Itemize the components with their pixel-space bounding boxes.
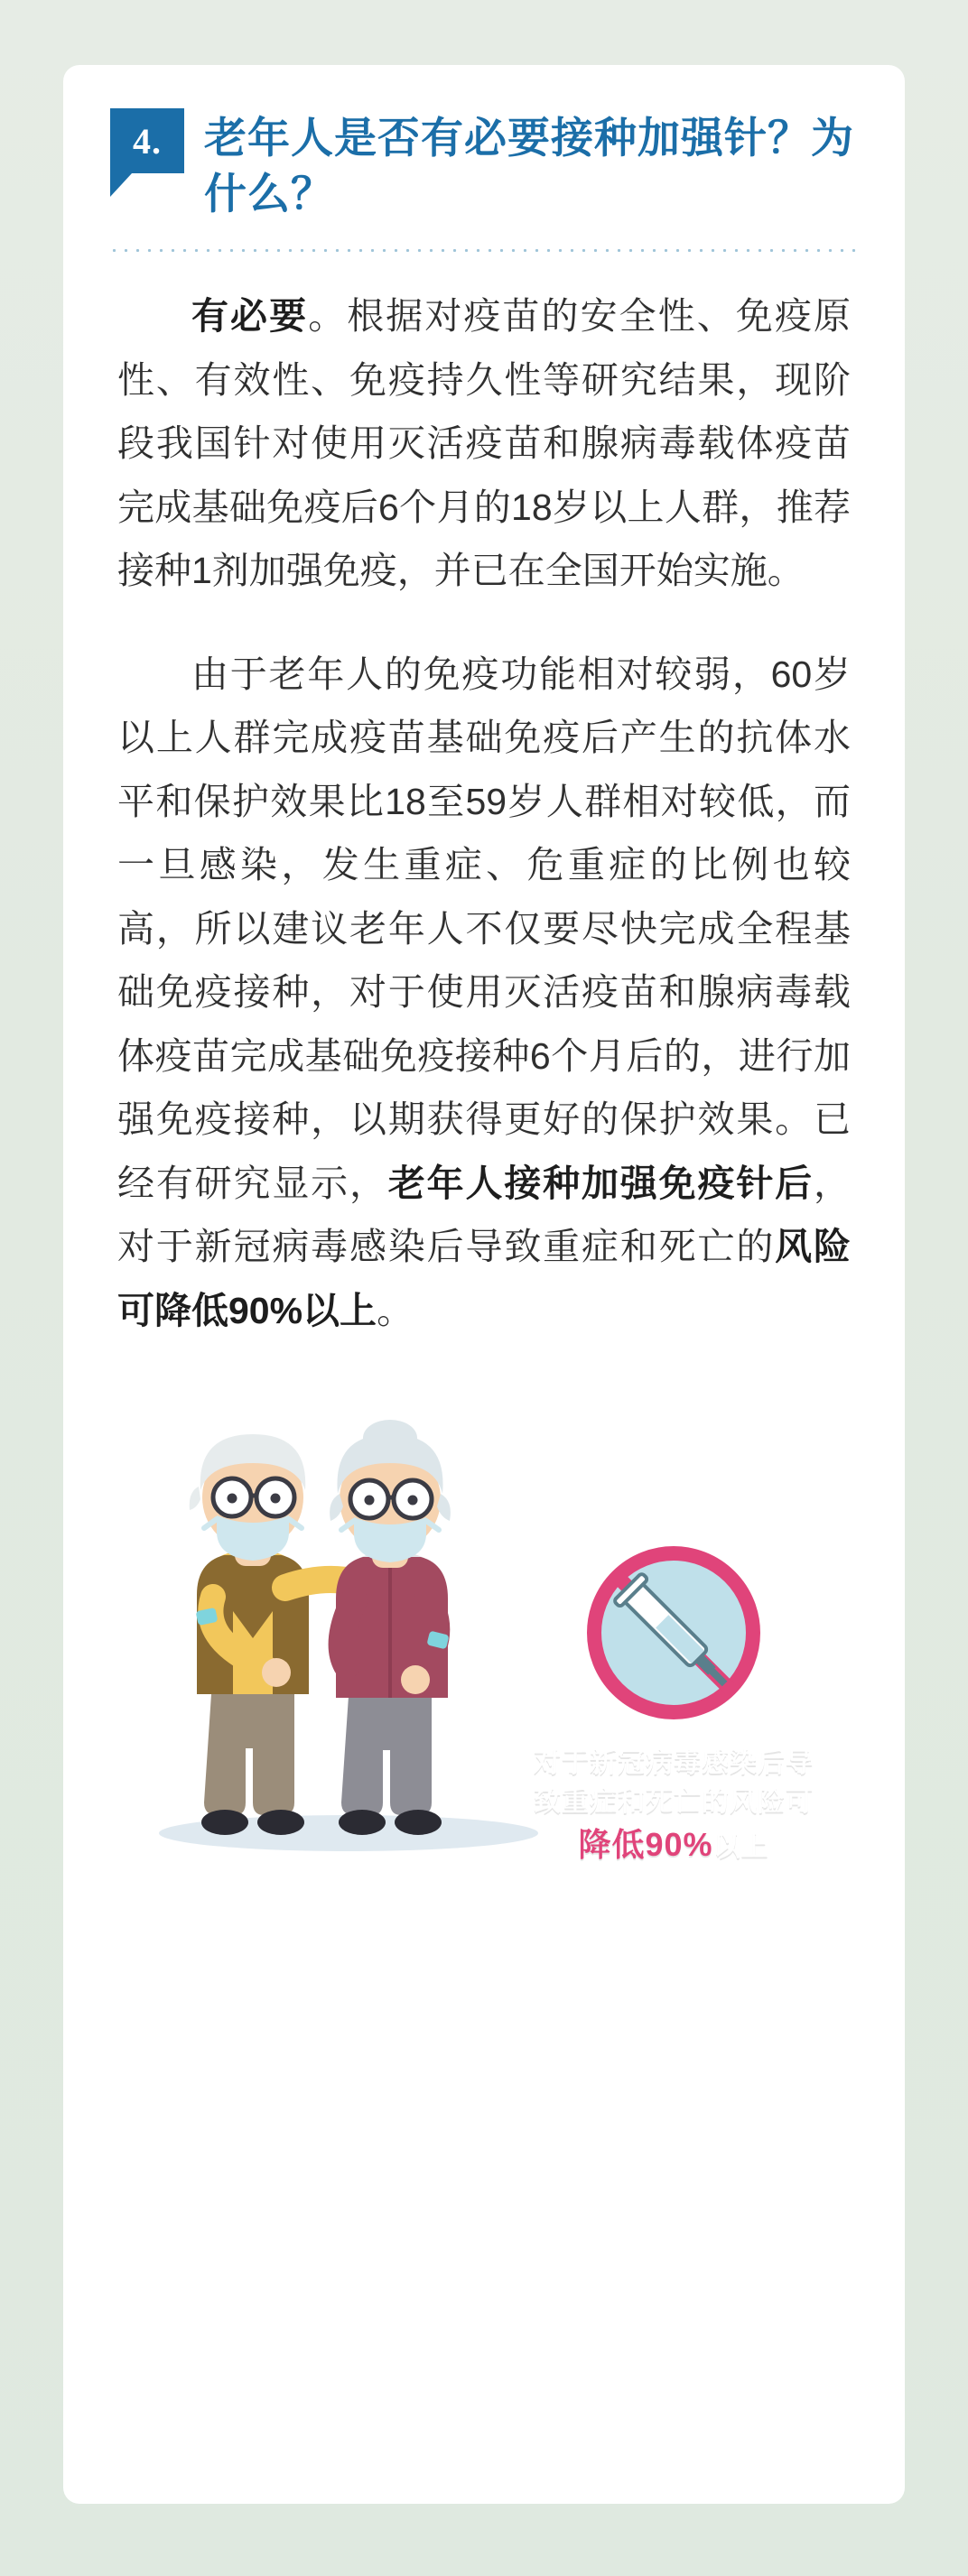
- syringe-prohibition-icon: [574, 1534, 773, 1732]
- page-title: 老年人是否有必要接种加强针？为什么？: [204, 114, 854, 218]
- content-card: [63, 65, 905, 2504]
- illustration: [105, 1378, 863, 1884]
- sign-line-3: [493, 1821, 854, 1867]
- header: [105, 108, 863, 222]
- section-number-badge: 4.: [110, 108, 184, 173]
- sign-highlight: 降低90%: [578, 1826, 713, 1864]
- sign-line-3-suffix: 以上: [712, 1832, 769, 1863]
- paragraph-2: 由于老年人的免疫功能相对较弱，60岁以上人群完成疫苗基础免疫后产生的抗体水平和保护效果比18至59岁人群相对较低，而一旦感染，发生重症、危重症的比例也较高，所以建议老年人不仅要尽快完成全程基础免疫接种，对于使用灭活疫苗和腺病毒载体疫苗完成基础免疫接种6个月后的，进行加强免疫接种，以期获得更好的保护效果。已经有研究显示，老年人接种加强免疫针后，对于新冠病毒感染后导致重症和死亡的风险可降低90%以上。: [117, 653, 852, 1331]
- protection-sign: [493, 1534, 854, 1867]
- paragraph-1: 有必要。根据对疫苗的安全性、免疫原性、有效性、免疫持久性等研究结果，现阶段我国针对使用灭活疫苗和腺病毒载体疫苗完成基础免疫后6个月的18岁以上人群，推荐接种1剂加强免疫，并已在全国开始实施。: [117, 295, 851, 592]
- sign-line-1: 对于新冠病毒感染后导: [534, 1748, 814, 1779]
- elderly-woman-icon: [330, 1420, 451, 1835]
- body-text: [105, 284, 863, 1342]
- dotted-divider: [108, 249, 860, 252]
- sign-line-2: 致重症和死亡的风险可: [534, 1786, 814, 1817]
